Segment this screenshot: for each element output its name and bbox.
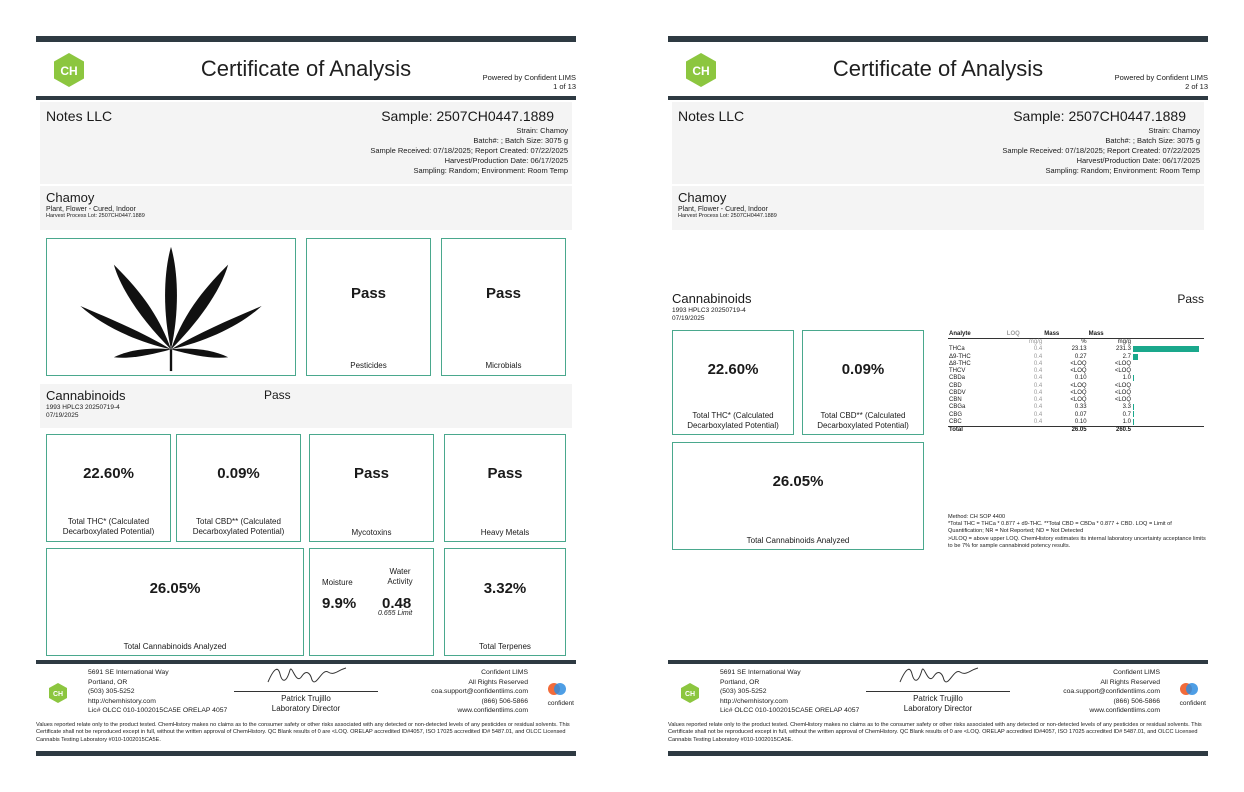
table-row: Δ8-THC 0.4 <LOQ <LOQ (949, 361, 1131, 368)
potency-bar (1133, 346, 1199, 352)
total-cannabinoids-tile: 26.05% Total Cannabinoids Analyzed (46, 548, 304, 656)
table-total-row: Total 26.05 260.5 (948, 427, 1204, 435)
cannabis-leaf-icon (47, 239, 295, 375)
potency-bar (1133, 404, 1134, 410)
lab-address: 5691 SE International Way Portland, OR (503) 305-5252 http://chemhistory.com Lic# OLCC 010-1002015CA5E ORELAP 4057 (720, 669, 860, 715)
product-lot: Harvest Process Lot: 2507CH0447.1889 (46, 213, 145, 219)
total-thc-tile: 22.60% Total THC* (Calculated Decarboxylated Potential) (46, 434, 171, 542)
product-lot: Harvest Process Lot: 2507CH0447.1889 (678, 213, 777, 219)
table-row: CBGa 0.4 0.33 3.3 (948, 404, 1204, 412)
client-sample-box (672, 102, 1204, 184)
signer: Patrick Trujillo Laboratory Director (271, 694, 341, 713)
confident-wordmark: confident (547, 700, 574, 707)
document-title: Certificate of Analysis (200, 56, 412, 81)
client-name: Notes LLC (46, 108, 113, 124)
cannabinoids-status: Pass (1177, 292, 1204, 306)
potency-bar (1133, 354, 1138, 360)
coa-page-2 (668, 36, 1208, 756)
disclaimer: Values reported relate only to the product tested. ChemHistory makes no claims as to the consumer safety or other risks associated with any detected or non-detected levels of any pesticides or residual solvents. This Certificate shall not be reproduced except in full, without the written approval of ChemHistory. QC Blank results of 0 are <LOQ. ORELAP accredited ID#4057, ISO 17025 accredited ID# 5487.01, and OLCC Licensed Cannabis Testing Laboratory #010-1002015CA5E. (668, 722, 1202, 743)
client-name: Notes LLC (678, 108, 745, 124)
moisture-water-tile: Moisture 9.9% Water Activity 0.48 0.655 Limit (309, 548, 434, 656)
signature-icon (262, 662, 352, 692)
cannabinoid-table (948, 331, 1204, 434)
table-row: CBG 0.4 0.07 0.7 (948, 411, 1204, 419)
svg-text:CH: CH (52, 691, 64, 698)
powered-by: Powered by Confident LIMS 2 of 13 (1114, 73, 1208, 91)
table-units-row: mg/g % mg/g (1028, 339, 1131, 345)
potency-bar (1133, 375, 1134, 381)
svg-text:CH: CH (684, 691, 696, 698)
svg-text:CH: CH (60, 64, 78, 78)
lab-address: 5691 SE International Way Portland, OR (503) 305-5252 http://chemhistory.com Lic# OLCC 010-1002015CA5E ORELAP 4057 (88, 669, 228, 715)
product-box (40, 186, 572, 230)
product-type: Plant, Flower - Cured, Indoor (678, 206, 768, 213)
table-row: CBDa 0.4 0.10 1.0 (948, 375, 1204, 383)
signature-line (234, 691, 378, 692)
terpenes-tile: 3.32% Total Terpenes (444, 548, 566, 656)
table-row: CBC 0.4 0.10 1.0 (948, 419, 1204, 427)
microbials-tile: Pass Microbials (441, 238, 566, 376)
total-cbd-tile: 0.09% Total CBD** (Calculated Decarboxylated Potential) (802, 330, 924, 435)
potency-bar (1133, 411, 1134, 417)
table-header-row: Analyte LOQ Mass Mass (948, 331, 1204, 339)
total-cannabinoids-tile: 26.05% Total Cannabinoids Analyzed (672, 442, 924, 550)
heavy-metals-tile: Pass Heavy Metals (444, 434, 566, 542)
table-row: CBDV 0.4 <LOQ <LOQ (949, 389, 1131, 396)
signature-icon (894, 662, 984, 692)
cannabinoids-title: Cannabinoids (672, 291, 752, 306)
header-rule (668, 96, 1208, 100)
top-bar (36, 36, 576, 42)
cannabis-leaf-image (46, 238, 296, 376)
table-row: CBN 0.4 <LOQ <LOQ (949, 396, 1131, 403)
mycotoxins-tile: Pass Mycotoxins (309, 434, 434, 542)
cannabinoids-header: Cannabinoids 1993 HPLC3 20250719-4 07/19/2025 Pass (40, 384, 572, 428)
bottom-bar (668, 751, 1208, 756)
chemhistory-footer-logo-icon (680, 682, 700, 706)
table-row: THCa 0.4 23.13 231.3 (948, 346, 1204, 354)
table-row: THCV 0.4 <LOQ <LOQ (949, 368, 1131, 375)
signature-line (866, 691, 1010, 692)
top-bar (668, 36, 1208, 42)
chemhistory-footer-logo-icon (48, 682, 68, 706)
pesticides-tile: Pass Pesticides (306, 238, 431, 376)
method-notes: Method: CH SOP 4400 *Total THC = THCa * 0.877 + d9-THC. **Total CBD = CBDa * 0.877 + CBD. LOQ = Limit of Quantification; NR = Not Reported; ND = Not Detected >ULOQ = above upper LOQ. ChemHistory estimates its internal laboratory uncertainty acceptance limits to be 7% for sample cannabinoid potency results. (948, 514, 1206, 549)
bottom-bar (36, 751, 576, 756)
potency-bar (1133, 419, 1134, 425)
svg-text:CH: CH (692, 64, 710, 78)
confident-wordmark: confident (1179, 700, 1206, 707)
product-name: Chamoy (678, 190, 727, 205)
cannabinoids-sub: 1993 HPLC3 20250719-4 07/19/2025 (672, 307, 746, 322)
document-title: Certificate of Analysis (832, 56, 1044, 81)
sample-meta: Strain: Chamoy Batch#: ; Batch Size: 3075 g Sample Received: 07/18/2025; Report Created: 07/22/2025 Harvest/Production Date: 06/17/2025 Sampling: Random; Environment: Room Temp (1002, 126, 1200, 175)
product-type: Plant, Flower - Cured, Indoor (46, 206, 136, 213)
sample-id: Sample: 2507CH0447.1889 (381, 108, 554, 124)
signer: Patrick Trujillo Laboratory Director (903, 694, 973, 713)
total-cbd-tile: 0.09% Total CBD** (Calculated Decarboxylated Potential) (176, 434, 301, 542)
product-box (672, 186, 1204, 230)
disclaimer: Values reported relate only to the product tested. ChemHistory makes no claims as to the consumer safety or other risks associated with any detected or non-detected levels of any pesticides or residual solvents. This Certificate shall not be reproduced except in full, without the written approval of ChemHistory. QC Blank results of 0 are <LOQ. ORELAP accredited ID#4057, ISO 17025 accredited ID# 5487.01, and OLCC Licensed Cannabis Testing Laboratory #010-1002015CA5E. (36, 722, 570, 743)
table-row: Δ9-THC 0.4 0.27 2.7 (948, 354, 1204, 362)
header-rule (36, 96, 576, 100)
sample-meta: Strain: Chamoy Batch#: ; Batch Size: 3075 g Sample Received: 07/18/2025; Report Created: 07/22/2025 Harvest/Production Date: 06/17/2025 Sampling: Random; Environment: Room Temp (370, 126, 568, 175)
lims-contact: Confident LIMS All Rights Reserved coa.support@confidentlims.com (866) 506-5866 www.confidentlims.com (431, 669, 528, 715)
sample-id: Sample: 2507CH0447.1889 (1013, 108, 1186, 124)
powered-by: Powered by Confident LIMS 1 of 13 (482, 73, 576, 91)
lims-contact: Confident LIMS All Rights Reserved coa.support@confidentlims.com (866) 506-5866 www.confidentlims.com (1063, 669, 1160, 715)
client-sample-box (40, 102, 572, 184)
table-row: CBD 0.4 <LOQ <LOQ (949, 382, 1131, 389)
coa-page-1 (36, 36, 576, 756)
product-name: Chamoy (46, 190, 95, 205)
total-thc-tile: 22.60% Total THC* (Calculated Decarboxylated Potential) (672, 330, 794, 435)
